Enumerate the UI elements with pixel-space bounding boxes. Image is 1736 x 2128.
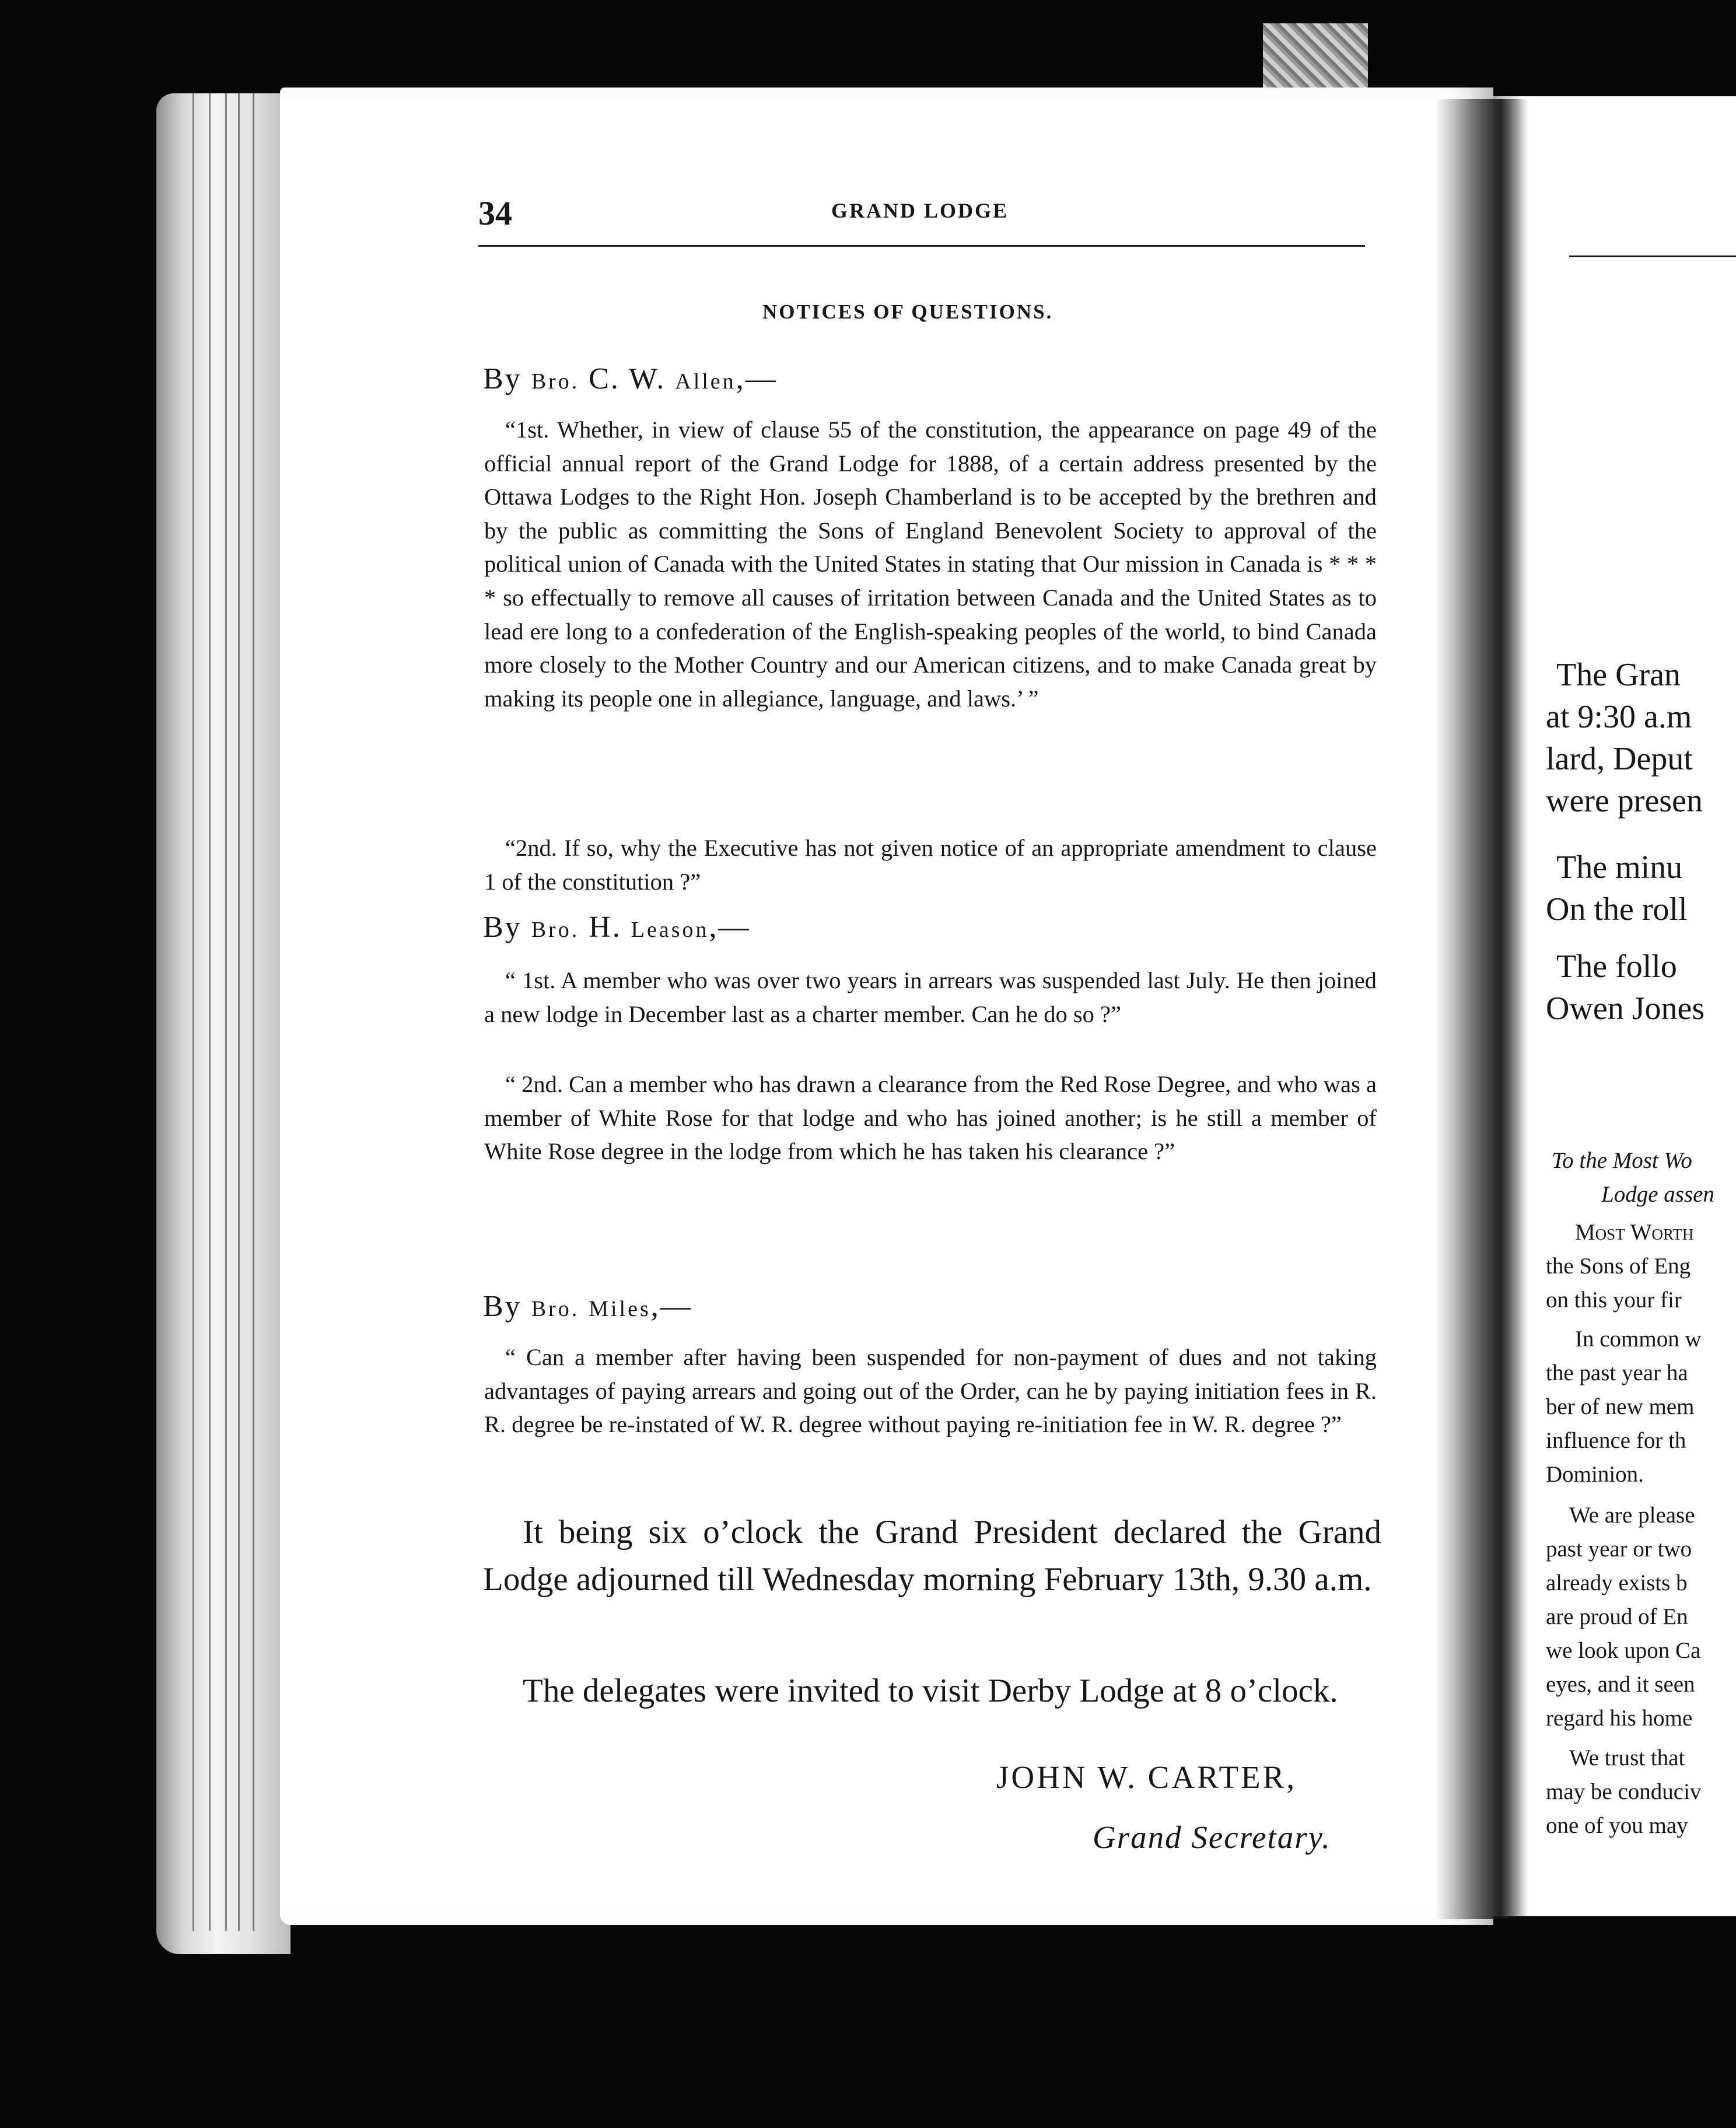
right-page-line: To the Most Wo [1552, 1148, 1692, 1173]
right-page-line: The Gran [1556, 657, 1681, 693]
closing-paragraph: The delegates were invited to visit Derby Lodge at 8 o’clock. [523, 1672, 1338, 1709]
page-number: 34 [478, 194, 512, 232]
author-name: Allen [675, 369, 736, 394]
right-page-line: influence for th [1546, 1428, 1686, 1453]
right-page-line: We trust that [1569, 1745, 1685, 1770]
question-paragraph: “ 2nd. Can a member who has drawn a clearance from the Red Rose Degree, and who was a member of White Rose for that lodge and who has joined another; is he still a member of White Rose degree in the lodge from which he has taken his clearance ?” [484, 1071, 1377, 1165]
right-page-line: we look upon Ca [1546, 1638, 1701, 1663]
right-page-line: one of you may [1546, 1813, 1688, 1838]
right-page-line: Dominion. [1546, 1462, 1644, 1487]
right-page-line: the past year ha [1546, 1360, 1688, 1385]
bro-word: Bro. [531, 918, 580, 942]
right-page-line: The minu [1556, 849, 1683, 886]
heading-suffix: ,— [650, 1290, 692, 1323]
author-initials [579, 1290, 589, 1323]
heading-suffix: ,— [736, 362, 778, 396]
by-word: By [483, 911, 531, 944]
right-page-line: Most Worth [1575, 1220, 1694, 1245]
right-page-line: the Sons of Eng [1546, 1254, 1691, 1279]
bro-word: Bro. [531, 369, 580, 394]
right-page-line: are proud of En [1546, 1604, 1688, 1629]
right-page-line: lard, Deput [1546, 741, 1693, 777]
question-author-heading [483, 362, 778, 396]
right-page-line: on this your fir [1546, 1287, 1682, 1312]
right-page-header-rule [1569, 256, 1736, 257]
author-name: Miles [589, 1297, 651, 1321]
running-head: GRAND LODGE [831, 199, 1009, 222]
right-page-line: In common w [1575, 1326, 1702, 1352]
right-page-line: regard his home [1546, 1706, 1693, 1731]
question-author-heading [483, 910, 750, 944]
by-word: By [483, 362, 531, 396]
question-author-heading [483, 1289, 692, 1324]
question-paragraph: “ 1st. A member who was over two years in arrears was suspended last July. He then joined a new lodge in December last as a charter member. Can he do so ?” [484, 967, 1377, 1027]
question-paragraph: “ Can a member after having been suspended for non-payment of dues and not taking advantages of paying arrears and going out of the Order, can he by paying initiation fees in R. R. degree be re-instated of W. R. degree without paying re-initiation fee in W. R. degree ?” [484, 1344, 1377, 1438]
by-word: By [483, 1290, 531, 1323]
right-page-line: at 9:30 a.m [1546, 699, 1692, 735]
signature-name: JOHN W. CARTER, [996, 1759, 1297, 1795]
author-initials: H. [579, 911, 631, 944]
right-page-line: On the roll [1546, 891, 1688, 928]
right-page-line: eyes, and it seen [1546, 1672, 1695, 1697]
right-page-line: already exists b [1546, 1570, 1688, 1595]
right-page-line: We are please [1569, 1503, 1695, 1528]
header-rule [478, 245, 1365, 247]
author-initials: C. W. [579, 362, 676, 396]
question-paragraph: “1st. Whether, in view of clause 55 of the constitution, the appearance on page 49 of the official annual report of the Grand Lodge for 1888, of a certain address presented by the Ottawa Lodges to the Right Hon. Joseph Chamberland is to be accepted by the brethren and by the public as committing the Sons of England Benevolent Society to approval of the political union of Canada with the United States in stating that Our mission in Canada is * * * * so effectually to remove all causes of irritation between Canada and the United States as to lead ere long to a confederation of the English-speaking peoples of the world, to bind Canada more closely to the Mother Country and our American citizens, and to make Canada great by making its people one in allegiance, language, and laws.’ ” [484, 416, 1377, 712]
closing-paragraph: It being six o’clock the Grand President declared the Grand Lodge adjourned till Wednesday morning February 13th, 9.30 a.m. [483, 1514, 1381, 1598]
signature-title: Grand Secretary. [1093, 1819, 1331, 1855]
right-page-line: were presen [1546, 783, 1703, 819]
bro-word: Bro. [531, 1297, 580, 1321]
right-page-line: may be conduciv [1546, 1779, 1702, 1804]
page-stack [156, 93, 290, 1954]
right-page-line: Owen Jones [1546, 991, 1705, 1027]
question-paragraph: “2nd. If so, why the Executive has not given notice of an appropriate amendment to clause 1 of the constitution ?” [484, 835, 1377, 895]
heading-suffix: ,— [709, 911, 751, 944]
right-page-line: past year or two [1546, 1536, 1692, 1562]
book-gutter-shadow [1435, 99, 1528, 1919]
right-page-line: The follo [1556, 949, 1677, 985]
right-page-line: Lodge assen [1601, 1182, 1714, 1207]
right-page-line: ber of new mem [1546, 1394, 1695, 1419]
section-title: NOTICES OF QUESTIONS. [762, 300, 1054, 323]
author-name: Leason [631, 918, 709, 942]
